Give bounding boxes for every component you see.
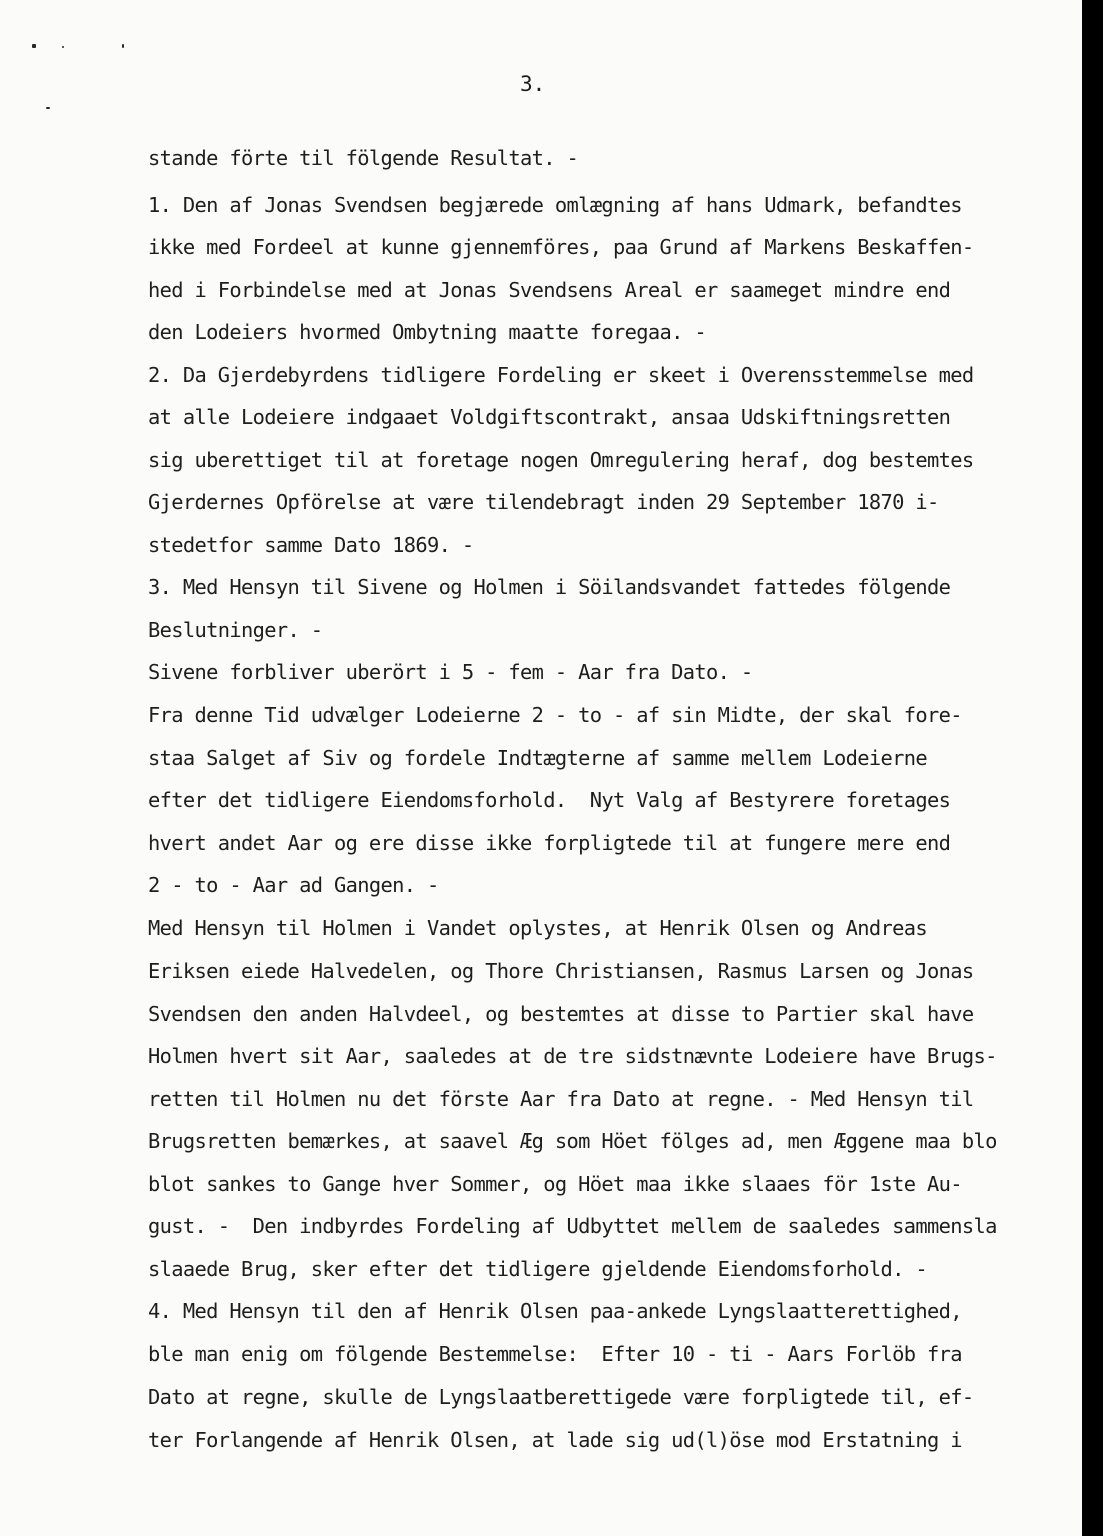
margin-mark (122, 44, 124, 48)
text-line: Beslutninger. - (148, 618, 323, 642)
text-line: stande förte til fölgende Resultat. - (148, 146, 579, 170)
text-line: 1. Den af Jonas Svendsen begjærede omlægning af hans Udmark, befandtes (148, 193, 962, 217)
text-line: gust. - Den indbyrdes Fordeling af Udbyttet mellem de saaledes sammensla (148, 1214, 997, 1238)
margin-mark (46, 107, 50, 109)
text-line: at alle Lodeiere indgaaet Voldgiftscontrakt, ansaa Udskiftningsretten (148, 405, 951, 429)
page-number: 3. (520, 72, 546, 96)
margin-mark (62, 46, 64, 48)
text-line: staa Salget af Siv og fordele Indtægterne af samme mellem Lodeierne (148, 746, 927, 770)
text-line: 2. Da Gjerdebyrdens tidligere Fordeling er skeet i Overensstemmelse med (148, 363, 974, 387)
text-line: 2 - to - Aar ad Gangen. - (148, 873, 439, 897)
text-line: Eriksen eiede Halvedelen, og Thore Christiansen, Rasmus Larsen og Jonas (148, 959, 974, 983)
text-line: blot sankes to Gange hver Sommer, og Höet maa ikke slaaes för 1ste Au- (148, 1172, 962, 1196)
text-line: sig uberettiget til at foretage nogen Omregulering heraf, dog bestemtes (148, 448, 974, 472)
text-line: slaaede Brug, sker efter det tidligere gjeldende Eiendomsforhold. - (148, 1257, 927, 1281)
text-line: 3. Med Hensyn til Sivene og Holmen i Söilandsvandet fattedes fölgende (148, 575, 951, 599)
text-line: Med Hensyn til Holmen i Vandet oplystes, at Henrik Olsen og Andreas (148, 916, 927, 940)
text-line: Holmen hvert sit Aar, saaledes at de tre sidstnævnte Lodeiere have Brugs- (148, 1044, 997, 1068)
text-line: Sivene forbliver uberört i 5 - fem - Aar fra Dato. - (148, 660, 753, 684)
text-line: ble man enig om fölgende Bestemmelse: Efter 10 - ti - Aars Forlöb fra (148, 1342, 962, 1366)
text-line: ter Forlangende af Henrik Olsen, at lade sig ud(l)öse mod Erstatning i (148, 1428, 962, 1452)
text-line: hvert andet Aar og ere disse ikke forpligtede til at fungere mere end (148, 831, 951, 855)
text-line: stedetfor samme Dato 1869. - (148, 533, 474, 557)
margin-mark (32, 44, 36, 48)
text-line: Dato at regne, skulle de Lyngslaatberettigede være forpligtede til, ef- (148, 1385, 974, 1409)
text-line: Fra denne Tid udvælger Lodeierne 2 - to - af sin Midte, der skal fore- (148, 703, 962, 727)
text-line: efter det tidligere Eiendomsforhold. Nyt Valg af Bestyrere foretages (148, 788, 951, 812)
text-line: Brugsretten bemærkes, at saavel Æg som Höet fölges ad, men Æggene maa blo (148, 1129, 997, 1153)
text-line: Gjerdernes Opförelse at være tilendebragt inden 29 September 1870 i- (148, 490, 939, 514)
text-line: 4. Med Hensyn til den af Henrik Olsen paa-ankede Lyngslaatterettighed, (148, 1299, 962, 1323)
text-line: hed i Forbindelse med at Jonas Svendsens Areal er saameget mindre end (148, 278, 951, 302)
text-line: Svendsen den anden Halvdeel, og bestemtes at disse to Partier skal have (148, 1002, 974, 1026)
text-line: ikke med Fordeel at kunne gjennemföres, paa Grund af Markens Beskaffen- (148, 235, 974, 259)
text-line: den Lodeiers hvormed Ombytning maatte foregaa. - (148, 320, 707, 344)
text-line: retten til Holmen nu det förste Aar fra Dato at regne. - Med Hensyn til (148, 1087, 974, 1111)
